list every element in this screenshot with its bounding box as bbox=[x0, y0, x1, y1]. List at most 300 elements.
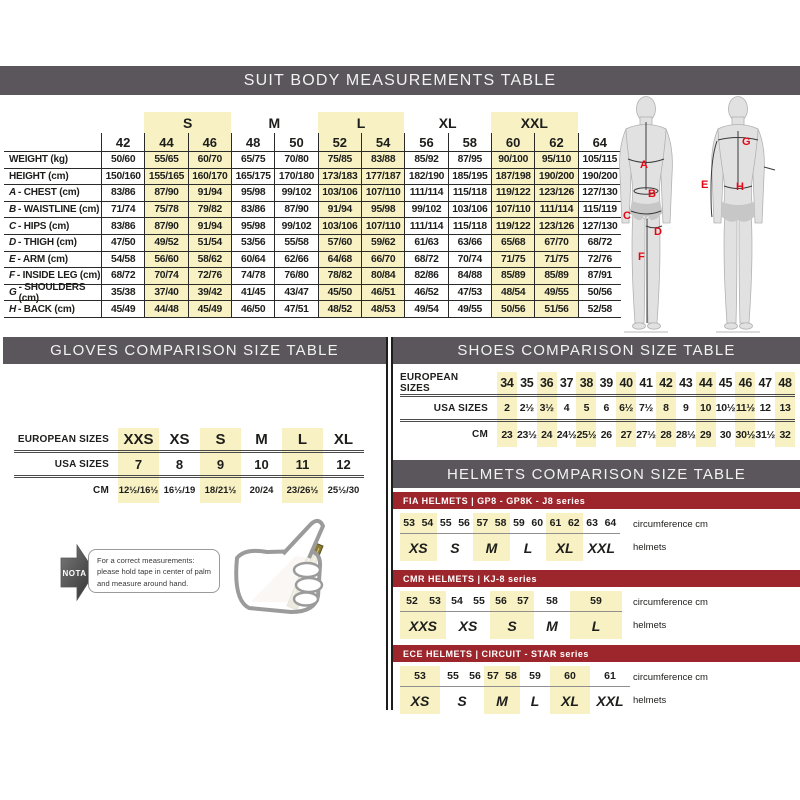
suit-value: 60/70 bbox=[188, 152, 231, 169]
size-cell: 12½/16½ bbox=[118, 478, 159, 503]
cmr-helmets-label: CMR HELMETS | KJ-8 series bbox=[403, 573, 538, 584]
size-cell: 9 bbox=[676, 397, 696, 422]
suit-corner bbox=[4, 133, 101, 152]
suit-value: 72/76 bbox=[188, 268, 231, 285]
size-cell: 37 bbox=[557, 372, 577, 397]
suit-value: 103/106 bbox=[318, 218, 361, 235]
gloves-table-title: GLOVES COMPARISON SIZE TABLE bbox=[50, 342, 339, 359]
suit-table-header bbox=[0, 66, 800, 95]
helmet-grid-2 bbox=[400, 666, 630, 714]
suit-row-label: WEIGHT (kg) bbox=[4, 152, 101, 169]
suit-value: 85/89 bbox=[534, 268, 577, 285]
row-label: CM bbox=[93, 485, 109, 496]
helmet-size: 55 bbox=[437, 513, 455, 534]
helmet-size: 57 bbox=[512, 591, 534, 612]
suit-value: 95/110 bbox=[534, 152, 577, 169]
suit-value: 49/54 bbox=[404, 301, 447, 318]
suit-value: 64/68 bbox=[318, 252, 361, 269]
suit-value: 103/106 bbox=[448, 202, 491, 219]
suit-value: 160/170 bbox=[188, 169, 231, 186]
suit-value: 44/48 bbox=[144, 301, 187, 318]
suit-value: 127/130 bbox=[578, 218, 621, 235]
size-cell: 23 bbox=[497, 422, 517, 447]
helmet-letter: XS bbox=[458, 617, 478, 634]
helmet-size: 53 bbox=[424, 591, 446, 612]
helmet-letter: M bbox=[546, 617, 558, 634]
helmet-letter: XXS bbox=[400, 612, 446, 639]
suit-table-title: SUIT BODY MEASUREMENTS TABLE bbox=[243, 71, 557, 89]
helmet-grid-1 bbox=[400, 591, 622, 639]
suit-value: 65/75 bbox=[231, 152, 274, 169]
suit-value: 78/82 bbox=[318, 268, 361, 285]
suit-value: 45/50 bbox=[318, 285, 361, 302]
suit-value: 76/80 bbox=[274, 268, 317, 285]
suit-value: 57/60 bbox=[318, 235, 361, 252]
suit-value: 49/55 bbox=[448, 301, 491, 318]
suit-value: 72/76 bbox=[578, 252, 621, 269]
suit-value: 87/90 bbox=[274, 202, 317, 219]
helmet-size: 52 bbox=[400, 591, 424, 612]
size-cell: 40 bbox=[616, 372, 636, 397]
thumb-tape-icon bbox=[225, 518, 337, 618]
suit-group-label bbox=[101, 112, 144, 133]
suit-value: 115/118 bbox=[448, 218, 491, 235]
suit-value: 99/102 bbox=[274, 218, 317, 235]
size-cell: 12 bbox=[323, 453, 364, 478]
suit-value: 190/200 bbox=[534, 169, 577, 186]
size-cell: 10 bbox=[696, 397, 716, 422]
suit-value: 91/94 bbox=[318, 202, 361, 219]
size-cell: 26 bbox=[600, 428, 612, 441]
suit-value: 41/45 bbox=[231, 285, 274, 302]
size-cell: 2 bbox=[497, 397, 517, 422]
suit-value: 107/110 bbox=[361, 185, 404, 202]
suit-value: 53/56 bbox=[231, 235, 274, 252]
size-cell: 23/26½ bbox=[282, 478, 323, 503]
suit-value: 87/90 bbox=[144, 218, 187, 235]
suit-value: 119/122 bbox=[491, 218, 534, 235]
suit-value: 55/58 bbox=[274, 235, 317, 252]
helmet-letter: XS bbox=[400, 534, 437, 561]
helmet-size: 57 bbox=[484, 666, 502, 687]
suit-value: 71/75 bbox=[491, 252, 534, 269]
size-cell: 36 bbox=[537, 372, 557, 397]
suit-value: 150/160 bbox=[101, 169, 144, 186]
suit-size-44: 44 bbox=[144, 133, 187, 152]
nota-badge: NOTA bbox=[62, 569, 87, 578]
size-cell: 27 bbox=[616, 422, 636, 447]
helmet-grid-0 bbox=[400, 513, 620, 561]
suit-value: 61/63 bbox=[404, 235, 447, 252]
size-cell: 28 bbox=[656, 422, 676, 447]
cmr-circumference-label: circumference cm bbox=[633, 597, 708, 608]
suit-value: 37/40 bbox=[144, 285, 187, 302]
helmet-size: 57 bbox=[473, 513, 491, 534]
suit-value: 71/74 bbox=[101, 202, 144, 219]
helmet-letter: XS bbox=[400, 687, 440, 714]
fia-helmets-size-label: helmets bbox=[633, 542, 667, 553]
suit-value: 52/58 bbox=[578, 301, 621, 318]
helmet-size: 61 bbox=[546, 513, 564, 534]
suit-value: 115/118 bbox=[448, 185, 491, 202]
suit-value: 190/200 bbox=[578, 169, 621, 186]
fia-circumference-label: circumference cm bbox=[633, 519, 708, 530]
suit-value: 90/100 bbox=[491, 152, 534, 169]
suit-row-label: F - INSIDE LEG (cm) bbox=[4, 268, 101, 285]
suit-value: 48/53 bbox=[361, 301, 404, 318]
suit-value: 56/60 bbox=[144, 252, 187, 269]
suit-value: 45/49 bbox=[101, 301, 144, 318]
suit-value: 68/72 bbox=[101, 268, 144, 285]
marker-E: E bbox=[701, 179, 709, 191]
size-cell: 30 bbox=[719, 428, 731, 441]
size-cell: 35 bbox=[517, 372, 537, 397]
suit-value: 45/49 bbox=[188, 301, 231, 318]
ece-helmets-label: ECE HELMETS | CIRCUIT - STAR series bbox=[403, 648, 589, 659]
suit-value: 95/98 bbox=[231, 185, 274, 202]
body-measurement-figures bbox=[618, 95, 800, 337]
ece-helmets-bar bbox=[393, 645, 800, 662]
size-cell: 7 bbox=[118, 453, 159, 478]
suit-value: 46/52 bbox=[404, 285, 447, 302]
helmets-table-header bbox=[393, 460, 800, 488]
size-cell: 7½ bbox=[636, 397, 656, 422]
suit-value: 48/52 bbox=[318, 301, 361, 318]
size-cell: 28½ bbox=[675, 428, 696, 441]
row-label: CM bbox=[472, 429, 488, 440]
suit-value: 75/85 bbox=[318, 152, 361, 169]
helmet-size: 54 bbox=[446, 591, 468, 612]
suit-row-label: D - THIGH (cm) bbox=[4, 235, 101, 252]
marker-F: F bbox=[638, 251, 645, 263]
helmet-letter: M bbox=[473, 534, 510, 561]
size-cell: 34 bbox=[497, 372, 517, 397]
size-cell: 9 bbox=[200, 453, 241, 478]
size-cell: 29 bbox=[696, 422, 716, 447]
suit-size-48: 48 bbox=[231, 133, 274, 152]
size-cell: 46 bbox=[735, 372, 755, 397]
suit-row-label: G - SHOULDERS (cm) bbox=[4, 285, 101, 302]
marker-H: H bbox=[736, 181, 744, 193]
suit-table bbox=[4, 112, 621, 318]
size-cell: 38 bbox=[576, 372, 596, 397]
helmet-size: 56 bbox=[455, 513, 473, 534]
suit-value: 51/56 bbox=[534, 301, 577, 318]
suit-value: 51/54 bbox=[188, 235, 231, 252]
shoes-table-header bbox=[393, 337, 800, 364]
suit-value: 87/90 bbox=[144, 185, 187, 202]
suit-value: 66/70 bbox=[361, 252, 404, 269]
helmet-letter: XL bbox=[546, 534, 583, 561]
row-label: EUROPEAN SIZES bbox=[400, 372, 497, 397]
suit-value: 187/198 bbox=[491, 169, 534, 186]
helmet-size: 54 bbox=[418, 513, 436, 534]
marker-G: G bbox=[742, 136, 751, 148]
helmet-size: 55 bbox=[468, 591, 490, 612]
row-label: EUROPEAN SIZES bbox=[14, 428, 118, 453]
suit-value: 84/88 bbox=[448, 268, 491, 285]
ece-helmets-size-label: helmets bbox=[633, 695, 667, 706]
shoes-table-title: SHOES COMPARISON SIZE TABLE bbox=[457, 342, 736, 359]
suit-value: 48/54 bbox=[491, 285, 534, 302]
suit-value: 91/94 bbox=[188, 218, 231, 235]
size-cell: M bbox=[241, 428, 282, 453]
suit-value: 46/51 bbox=[361, 285, 404, 302]
size-cell: 8 bbox=[159, 453, 200, 478]
suit-value: 165/175 bbox=[231, 169, 274, 186]
nota-text: For a correct measurements: please hold tape in center of palm and measure around hand. bbox=[97, 556, 211, 588]
suit-value: 62/66 bbox=[274, 252, 317, 269]
gloves-table-header bbox=[3, 337, 386, 364]
size-cell: 25½ bbox=[576, 422, 596, 447]
cmr-helmets-bar bbox=[393, 570, 800, 587]
size-cell: 47 bbox=[755, 372, 775, 397]
suit-value: 111/114 bbox=[404, 185, 447, 202]
size-cell: 10 bbox=[241, 453, 282, 478]
helmet-letter: XL bbox=[550, 687, 590, 714]
suit-value: 105/115 bbox=[578, 152, 621, 169]
helmet-size: 58 bbox=[491, 513, 509, 534]
size-cell: XS bbox=[159, 428, 200, 453]
suit-value: 173/183 bbox=[318, 169, 361, 186]
helmet-size: 62 bbox=[565, 513, 583, 534]
gloves-table bbox=[14, 428, 364, 503]
size-cell: 20/24 bbox=[249, 485, 274, 496]
size-cell: 8 bbox=[656, 397, 676, 422]
suit-value: 115/119 bbox=[578, 202, 621, 219]
suit-value: 83/86 bbox=[101, 218, 144, 235]
suit-size-42: 42 bbox=[101, 133, 144, 152]
helmet-size: 59 bbox=[570, 591, 622, 612]
size-cell: 13 bbox=[775, 397, 795, 422]
suit-value: 50/56 bbox=[578, 285, 621, 302]
suit-value: 107/110 bbox=[491, 202, 534, 219]
suit-size-62: 62 bbox=[534, 133, 577, 152]
suit-value: 83/86 bbox=[231, 202, 274, 219]
helmet-size: 61 bbox=[590, 666, 630, 687]
marker-C: C bbox=[623, 210, 631, 222]
helmet-size: 53 bbox=[400, 666, 440, 687]
suit-value: 68/72 bbox=[578, 235, 621, 252]
suit-value: 79/82 bbox=[188, 202, 231, 219]
row-label: USA SIZES bbox=[14, 453, 118, 478]
suit-value: 43/47 bbox=[274, 285, 317, 302]
suit-size-64: 64 bbox=[578, 133, 621, 152]
suit-value: 111/114 bbox=[404, 218, 447, 235]
helmet-size: 59 bbox=[520, 666, 550, 687]
suit-group-label: XL bbox=[438, 114, 457, 131]
size-cell: 39 bbox=[596, 372, 616, 397]
suit-value: 54/58 bbox=[101, 252, 144, 269]
suit-value: 83/88 bbox=[361, 152, 404, 169]
size-cell: XL bbox=[323, 428, 364, 453]
size-cell: 23½ bbox=[517, 428, 537, 441]
suit-size-50: 50 bbox=[274, 133, 317, 152]
suit-value: 39/42 bbox=[188, 285, 231, 302]
marker-D: D bbox=[654, 226, 662, 238]
suit-row-label: B - WAISTLINE (cm) bbox=[4, 202, 101, 219]
size-cell: 2½ bbox=[517, 397, 537, 422]
suit-value: 47/53 bbox=[448, 285, 491, 302]
helmet-size: 55 bbox=[440, 666, 466, 687]
size-cell: 10½ bbox=[716, 397, 736, 422]
suit-value: 123/126 bbox=[534, 185, 577, 202]
suit-value: 70/80 bbox=[274, 152, 317, 169]
size-cell: 32 bbox=[775, 422, 795, 447]
size-cell: 42 bbox=[656, 372, 676, 397]
suit-value: 74/78 bbox=[231, 268, 274, 285]
suit-value: 107/110 bbox=[361, 218, 404, 235]
suit-value: 85/89 bbox=[491, 268, 534, 285]
suit-value: 80/84 bbox=[361, 268, 404, 285]
suit-value: 68/72 bbox=[404, 252, 447, 269]
size-cell: 44 bbox=[696, 372, 716, 397]
suit-value: 170/180 bbox=[274, 169, 317, 186]
suit-value: 127/130 bbox=[578, 185, 621, 202]
size-cell: 11½ bbox=[735, 397, 755, 422]
size-cell: 41 bbox=[636, 372, 656, 397]
suit-value: 111/114 bbox=[534, 202, 577, 219]
fia-helmets-bar bbox=[393, 492, 800, 509]
suit-value: 75/78 bbox=[144, 202, 187, 219]
helmet-letter: L bbox=[570, 612, 622, 639]
suit-value: 99/102 bbox=[274, 185, 317, 202]
helmet-letter: S bbox=[450, 539, 460, 556]
suit-value: 60/64 bbox=[231, 252, 274, 269]
size-cell: 43 bbox=[676, 372, 696, 397]
suit-row-label: A - CHEST (cm) bbox=[4, 185, 101, 202]
suit-size-60: 60 bbox=[491, 133, 534, 152]
helmet-letter: L bbox=[523, 539, 533, 556]
suit-row-label: HEIGHT (cm) bbox=[4, 169, 101, 186]
size-cell: 48 bbox=[775, 372, 795, 397]
size-cell: 45 bbox=[716, 372, 736, 397]
size-cell: 24½ bbox=[556, 428, 577, 441]
suit-value: 82/86 bbox=[404, 268, 447, 285]
suit-value: 55/65 bbox=[144, 152, 187, 169]
suit-value: 65/68 bbox=[491, 235, 534, 252]
suit-size-52: 52 bbox=[318, 133, 361, 152]
suit-group-label bbox=[578, 112, 621, 133]
size-cell: 16½/19 bbox=[163, 485, 196, 496]
size-cell: 30½ bbox=[735, 422, 755, 447]
suit-value: 103/106 bbox=[318, 185, 361, 202]
helmet-letter: S bbox=[457, 692, 467, 709]
helmets-table-title: HELMETS COMPARISON SIZE TABLE bbox=[446, 465, 747, 483]
helmet-size: 63 bbox=[583, 513, 601, 534]
ece-circumference-label: circumference cm bbox=[633, 672, 708, 683]
suit-value: 85/92 bbox=[404, 152, 447, 169]
suit-value: 182/190 bbox=[404, 169, 447, 186]
suit-value: 95/98 bbox=[361, 202, 404, 219]
shoes-table bbox=[400, 372, 795, 447]
suit-value: 99/102 bbox=[404, 202, 447, 219]
suit-value: 83/86 bbox=[101, 185, 144, 202]
cmr-helmets-size-label: helmets bbox=[633, 620, 667, 631]
helmet-size: 58 bbox=[502, 666, 520, 687]
suit-value: 119/122 bbox=[491, 185, 534, 202]
marker-A: A bbox=[640, 159, 648, 171]
size-cell: 25½/30 bbox=[327, 485, 360, 496]
size-cell: 27½ bbox=[636, 428, 656, 441]
size-cell: 3½ bbox=[537, 397, 557, 422]
suit-size-58: 58 bbox=[448, 133, 491, 152]
suit-value: 47/51 bbox=[274, 301, 317, 318]
size-cell: 6½ bbox=[616, 397, 636, 422]
suit-value: 49/52 bbox=[144, 235, 187, 252]
suit-value: 95/98 bbox=[231, 218, 274, 235]
suit-size-56: 56 bbox=[404, 133, 447, 152]
size-cell: 31½ bbox=[755, 428, 775, 441]
suit-value: 70/74 bbox=[448, 252, 491, 269]
helmet-letter: XXL bbox=[596, 692, 624, 709]
size-cell: 4 bbox=[557, 397, 577, 422]
suit-size-54: 54 bbox=[361, 133, 404, 152]
fia-helmets-label: FIA HELMETS | GP8 - GP8K - J8 series bbox=[403, 495, 586, 506]
suit-corner bbox=[4, 112, 101, 133]
suit-value: 63/66 bbox=[448, 235, 491, 252]
helmet-size: 64 bbox=[601, 513, 619, 534]
suit-row-label: E - ARM (cm) bbox=[4, 252, 101, 269]
marker-B: B bbox=[648, 188, 656, 200]
size-cell: 11 bbox=[282, 453, 323, 478]
suit-value: 185/195 bbox=[448, 169, 491, 186]
suit-size-46: 46 bbox=[188, 133, 231, 152]
size-cell: XXS bbox=[118, 428, 159, 453]
row-label: USA SIZES bbox=[400, 397, 497, 422]
suit-value: 67/70 bbox=[534, 235, 577, 252]
helmet-letter: S bbox=[490, 612, 534, 639]
suit-value: 59/62 bbox=[361, 235, 404, 252]
suit-row-label: C - HIPS (cm) bbox=[4, 218, 101, 235]
helmet-letter: L bbox=[530, 692, 540, 709]
suit-value: 155/165 bbox=[144, 169, 187, 186]
suit-group-label: L bbox=[318, 112, 405, 133]
helmet-size: 56 bbox=[490, 591, 512, 612]
size-cell: S bbox=[200, 428, 241, 453]
nota-text-box bbox=[88, 549, 220, 593]
suit-value: 87/95 bbox=[448, 152, 491, 169]
suit-value: 91/94 bbox=[188, 185, 231, 202]
suit-value: 123/126 bbox=[534, 218, 577, 235]
helmet-size: 56 bbox=[466, 666, 484, 687]
helmet-letter: XXL bbox=[587, 539, 615, 556]
helmet-size: 60 bbox=[550, 666, 590, 687]
suit-value: 35/38 bbox=[101, 285, 144, 302]
size-cell: 5 bbox=[576, 397, 596, 422]
section-divider-left bbox=[386, 337, 388, 710]
helmet-size: 53 bbox=[400, 513, 418, 534]
suit-value: 58/62 bbox=[188, 252, 231, 269]
helmet-size: 60 bbox=[528, 513, 546, 534]
size-cell: 6 bbox=[596, 397, 616, 422]
helmet-size: 58 bbox=[534, 591, 570, 612]
helmet-size: 59 bbox=[510, 513, 528, 534]
suit-group-label: S bbox=[144, 112, 231, 133]
size-cell: 18/21½ bbox=[200, 478, 241, 503]
suit-row-label: H - BACK (cm) bbox=[4, 301, 101, 318]
suit-value: 50/60 bbox=[101, 152, 144, 169]
suit-value: 46/50 bbox=[231, 301, 274, 318]
helmet-letter: M bbox=[484, 687, 520, 714]
suit-value: 70/74 bbox=[144, 268, 187, 285]
suit-value: 47/50 bbox=[101, 235, 144, 252]
size-cell: L bbox=[282, 428, 323, 453]
suit-value: 71/75 bbox=[534, 252, 577, 269]
suit-value: 177/187 bbox=[361, 169, 404, 186]
suit-group-label: XXL bbox=[491, 112, 578, 133]
suit-value: 50/56 bbox=[491, 301, 534, 318]
